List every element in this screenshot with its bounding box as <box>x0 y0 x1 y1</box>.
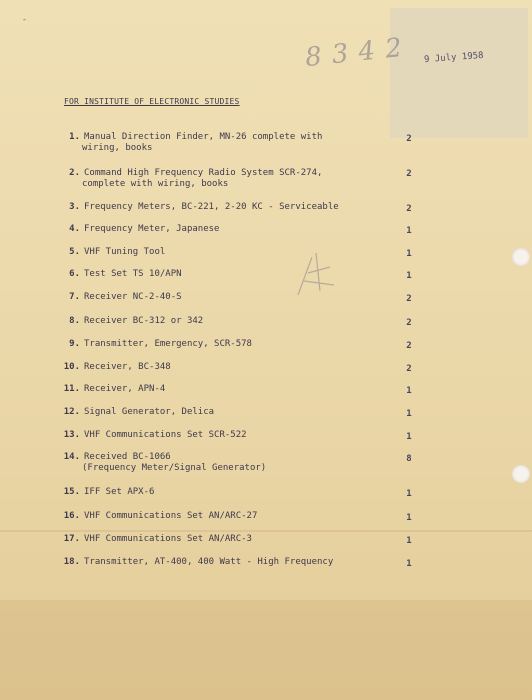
quantity: 1 <box>406 386 412 396</box>
document-heading: FOR INSTITUTE OF ELECTRONIC STUDIES <box>64 97 240 106</box>
punch-hole <box>512 465 530 483</box>
list-item: 9. Transmitter, Emergency, SCR-578 <box>69 339 252 349</box>
quantity: 1 <box>406 513 412 523</box>
list-item: 1. Manual Direction Finder, MN-26 complete with wiring, books <box>69 132 323 153</box>
quantity: 1 <box>406 559 412 569</box>
fold-line <box>0 530 532 532</box>
list-item: 11. Receiver, APN-4 <box>63 384 166 394</box>
list-item: 3. Frequency Meters, BC-221, 2-20 KC - Serviceable <box>69 202 339 212</box>
quantity: 2 <box>406 169 412 179</box>
list-item: 10. Receiver, BC-348 <box>63 362 171 372</box>
date-stamp: 9 July 1958 <box>423 50 484 66</box>
pencil-annotation: 8 3 4 2 <box>303 32 405 74</box>
quantity: 2 <box>406 204 412 214</box>
list-item: 6. Test Set TS 10/APN <box>69 269 182 279</box>
list-item: 18. Transmitter, AT-400, 400 Watt - High Frequency <box>63 557 334 567</box>
punch-hole <box>512 248 530 266</box>
quantity: 2 <box>406 341 412 351</box>
quantity: 2 <box>406 134 412 144</box>
quantity: 1 <box>406 271 412 281</box>
list-item: 15. IFF Set APX-6 <box>63 487 155 497</box>
quantity: 1 <box>406 432 412 442</box>
list-item: 12. Signal Generator, Delica <box>63 407 215 417</box>
list-item: 16. VHF Communications Set AN/ARC-27 <box>63 511 258 521</box>
quantity: 8 <box>406 454 412 464</box>
quantity: 1 <box>406 249 412 259</box>
list-item: 2. Command High Frequency Radio System SCR-274, complete with wiring, books <box>69 168 323 189</box>
list-item: 4. Frequency Meter, Japanese <box>69 224 220 234</box>
quantity: 2 <box>406 294 412 304</box>
list-item: 14. Received BC-1066 (Frequency Meter/Signal Generator) <box>63 452 267 473</box>
quantity: 1 <box>406 489 412 499</box>
list-item: 7. Receiver NC-2-40-S <box>69 292 182 302</box>
fold-shadow <box>0 600 532 700</box>
corner-mark: - <box>22 15 27 24</box>
quantity: 1 <box>406 226 412 236</box>
list-item: 13. VHF Communications Set SCR-522 <box>63 430 247 440</box>
discolored-patch <box>390 8 528 138</box>
quantity: 2 <box>406 364 412 374</box>
quantity: 1 <box>406 536 412 546</box>
quantity: 2 <box>406 318 412 328</box>
list-item: 17. VHF Communications Set AN/ARC-3 <box>63 534 252 544</box>
list-item: 5. VHF Tuning Tool <box>69 247 166 257</box>
list-item: 8. Receiver BC-312 or 342 <box>69 316 204 326</box>
quantity: 1 <box>406 409 412 419</box>
